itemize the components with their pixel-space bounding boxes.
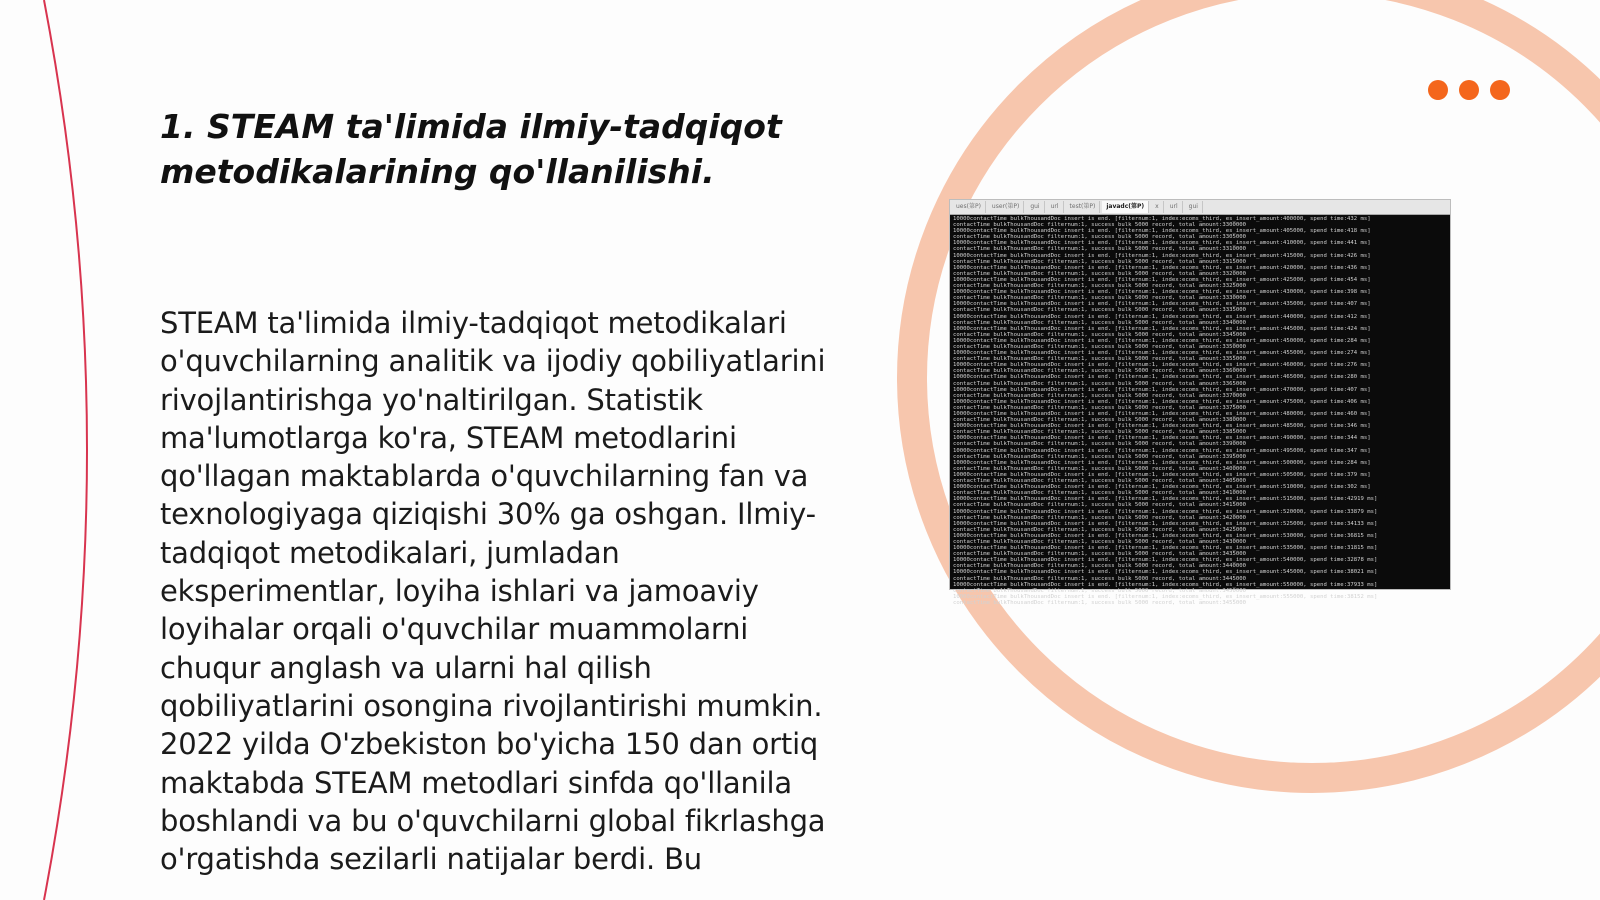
dot — [1428, 80, 1448, 100]
terminal-line: contactTime bulkThousandDoc filternum:1, success bulk 5000 record, total amount:3390000 — [953, 441, 1246, 448]
terminal-tab: gui — [1026, 201, 1044, 213]
terminal-line: contactTime bulkThousandDoc filternum:1, success bulk 5000 record, total amount:3315000 — [953, 258, 1246, 265]
terminal-line: contactTime bulkThousandDoc filternum:1, success bulk 5000 record, total amount:3420000 — [953, 514, 1246, 521]
terminal-line: 10000contactTime bulkThousandDoc insert is end. [filternum:1, index:ecoms_third, es_insert_amount:410000, spend time:441 ms] — [953, 240, 1371, 247]
terminal-tab: url — [1047, 201, 1064, 213]
terminal-line: contactTime bulkThousandDoc filternum:1, success bulk 5000 record, total amount:3345000 — [953, 331, 1246, 338]
terminal-line: 10000contactTime bulkThousandDoc insert is end. [filternum:1, index:ecoms_third, es_insert_amount:515000, spend time:42919 ms] — [953, 496, 1378, 503]
terminal-line: contactTime bulkThousandDoc filternum:1, success bulk 5000 record, total amount:3395000 — [953, 453, 1246, 460]
terminal-line: 10000contactTime bulkThousandDoc insert is end. [filternum:1, index:ecoms_third, es_insert_amount:480000, spend time:460 ms] — [953, 411, 1371, 417]
terminal-line: 10000contactTime bulkThousandDoc insert is end. [filternum:1, index:ecoms_third, es_insert_amount:545000, spend time:38021 ms] — [953, 569, 1378, 576]
terminal-line: 10000contactTime bulkThousandDoc insert is end. [filternum:1, index:ecoms_third, es_insert_amount:490000, spend time:344 ms] — [953, 435, 1371, 442]
terminal-line: 10000contactTime bulkThousandDoc insert is end. [filternum:1, index:ecoms_third, es_insert_amount:535000, spend time:31815 ms] — [953, 545, 1378, 552]
terminal-line: contactTime bulkThousandDoc filternum:1, success bulk 5000 record, total amount:3405000 — [953, 478, 1246, 485]
terminal-line: contactTime bulkThousandDoc filternum:1, success bulk 5000 record, total amount:3450000 — [953, 587, 1246, 594]
terminal-line: contactTime bulkThousandDoc filternum:1, success bulk 5000 record, total amount:3335000 — [953, 307, 1246, 314]
terminal-line: 10000contactTime bulkThousandDoc insert is end. [filternum:1, index:ecoms_third, es_insert_amount:475000, spend time:406 ms] — [953, 398, 1371, 405]
terminal-tab: gui — [1185, 201, 1203, 213]
terminal-line: contactTime bulkThousandDoc filternum:1, success bulk 5000 record, total amount:3310000 — [953, 246, 1246, 253]
slide-title: 1. STEAM ta'limida ilmiy-tadqiqot metodikalarining qo'llanilishi. — [160, 107, 782, 191]
terminal-line: 10000contactTime bulkThousandDoc insert is end. [filternum:1, index:ecoms_third, es_insert_amount:405000, spend time:418 ms] — [953, 228, 1371, 235]
terminal-line: 10000contactTime bulkThousandDoc insert is end. [filternum:1, index:ecoms_third, es_insert_amount:420000, spend time:436 ms] — [953, 264, 1371, 271]
terminal-line: contactTime bulkThousandDoc filternum:1, success bulk 5000 record, total amount:3385000 — [953, 429, 1246, 436]
terminal-line: 10000contactTime bulkThousandDoc insert is end. [filternum:1, index:ecoms_third, es_insert_amount:525000, spend time:34133 ms] — [953, 520, 1378, 527]
terminal-line: 10000contactTime bulkThousandDoc insert is end. [filternum:1, index:ecoms_third, es_insert_amount:510000, spend time:302 ms] — [953, 484, 1371, 491]
terminal-line: contactTime bulkThousandDoc filternum:1, success bulk 5000 record, total amount:3355000 — [953, 356, 1246, 363]
terminal-line: 10000contactTime bulkThousandDoc insert is end. [filternum:1, index:ecoms_third, es_insert_amount:460000, spend time:276 ms] — [953, 362, 1371, 369]
terminal-line: 10000contactTime bulkThousandDoc insert is end. [filternum:1, index:ecoms_third, es_insert_amount:520000, spend time:33879 ms] — [953, 508, 1378, 515]
terminal-tab: url — [1166, 201, 1183, 213]
terminal-line: contactTime bulkThousandDoc filternum:1, success bulk 5000 record, total amount:3410000 — [953, 490, 1246, 497]
terminal-line: contactTime bulkThousandDoc filternum:1, success bulk 5000 record, total amount:3400000 — [953, 465, 1246, 472]
terminal-line: 10000contactTime bulkThousandDoc insert is end. [filternum:1, index:ecoms_third, es_insert_amount:455000, spend time:274 ms] — [953, 350, 1371, 357]
terminal-line: contactTime bulkThousandDoc filternum:1, success bulk 5000 record, total amount:3350000 — [953, 343, 1246, 350]
terminal-line: 10000contactTime bulkThousandDoc insert is end. [filternum:1, index:ecoms_third, es_insert_amount:440000, spend time:412 ms] — [953, 313, 1371, 320]
terminal-tab: ues(第P) — [952, 201, 986, 213]
terminal-line: contactTime bulkThousandDoc filternum:1, success bulk 5000 record, total amount:3445000 — [953, 575, 1246, 582]
terminal-tab: user(第P) — [988, 201, 1024, 213]
terminal-line: contactTime bulkThousandDoc filternum:1, success bulk 5000 record, total amount:3380000 — [953, 417, 1246, 424]
terminal-tab: x — [1151, 201, 1164, 213]
terminal-line: contactTime bulkThousandDoc filternum:1, success bulk 5000 record, total amount:3305000 — [953, 234, 1246, 241]
terminal-tab-bar — [950, 200, 1450, 215]
terminal-line: 10000contactTime bulkThousandDoc insert is end. [filternum:1, index:ecoms_third, es_insert_amount:500000, spend time:284 ms] — [953, 459, 1371, 466]
more-dots-icon — [1428, 80, 1510, 100]
terminal-line: contactTime bulkThousandDoc filternum:1, success bulk 5000 record, total amount:3440000 — [953, 563, 1246, 570]
dot — [1459, 80, 1479, 100]
terminal-line: contactTime bulkThousandDoc filternum:1, success bulk 5000 record, total amount:3340000 — [953, 319, 1246, 326]
decorative-left-curve — [44, 0, 87, 900]
terminal-line: 10000contactTime bulkThousandDoc insert is end. [filternum:1, index:ecoms_third, es_insert_amount:485000, spend time:346 ms] — [953, 423, 1371, 430]
terminal-line: contactTime bulkThousandDoc filternum:1, success bulk 5000 record, total amount:3370000 — [953, 392, 1246, 399]
terminal-line: 10000contactTime bulkThousandDoc insert is end. [filternum:1, index:ecoms_third, es_insert_amount:435000, spend time:407 ms] — [953, 301, 1371, 308]
terminal-line: 10000contactTime bulkThousandDoc insert is end. [filternum:1, index:ecoms_third, es_insert_amount:505000, spend time:379 ms] — [953, 471, 1371, 478]
terminal-output — [950, 215, 1450, 607]
dot — [1490, 80, 1510, 100]
terminal-line: contactTime bulkThousandDoc filternum:1, success bulk 5000 record, total amount:3330000 — [953, 295, 1246, 302]
terminal-line: contactTime bulkThousandDoc filternum:1, success bulk 5000 record, total amount:3415000 — [953, 502, 1246, 509]
terminal-line: contactTime bulkThousandDoc filternum:1, success bulk 5000 record, total amount:3435000 — [953, 551, 1246, 558]
terminal-line: 10000contactTime bulkThousandDoc insert is end. [filternum:1, index:ecoms_third, es_insert_amount:530000, spend time:36815 ms] — [953, 532, 1378, 539]
slide-body-text: STEAM ta'limida ilmiy-tadqiqot metodikalari o'quvchilarning analitik va ijodiy qobiliyatlarini rivojlantirishga yo'naltirilgan. Statistik ma'lumotlarga ko'ra, STEAM metodlarini qo'llagan maktablarda o'quvchilarning fan va texnologiyaga qiziqishi 30% ga oshgan. Ilmiy-tadqiqot metodikalari, jumladan eksperimentlar, loyiha ishlari va jamoaviy loyihalar orqali o'quvchilar muammolarni chuqur anglash va ularni hal qilish qobiliyatlarini osongina rivojlantirishi mumkin. 2022 yilda O'zbekiston bo'yicha 150 dan ortiq maktabda STEAM metodlari sinfda qo'llanila boshlandi va bu o'quvchilarni global fikrlashga o'rgatishda sezilarli natijalar berdi. Bu — [160, 306, 826, 877]
terminal-line: 10000contactTime bulkThousandDoc insert is end. [filternum:1, index:ecoms_third, es_insert_amount:470000, spend time:407 ms] — [953, 386, 1371, 393]
terminal-line: 10000contactTime bulkThousandDoc insert is end. [filternum:1, index:ecoms_third, es_insert_amount:555000, spend time:38152 ms] — [953, 593, 1378, 600]
terminal-line: contactTime bulkThousandDoc filternum:1, success bulk 5000 record, total amount:3360000 — [953, 368, 1246, 375]
terminal-line: 10000contactTime bulkThousandDoc insert is end. [filternum:1, index:ecoms_third, es_insert_amount:450000, spend time:284 ms] — [953, 337, 1371, 344]
terminal-line: contactTime bulkThousandDoc filternum:1, success bulk 5000 record, total amount:3300000 — [953, 222, 1246, 229]
terminal-line: 10000contactTime bulkThousandDoc insert is end. [filternum:1, index:ecoms_third, es_insert_amount:400000, spend time:432 ms] — [953, 216, 1371, 222]
terminal-line: 10000contactTime bulkThousandDoc insert is end. [filternum:1, index:ecoms_third, es_insert_amount:430000, spend time:398 ms] — [953, 289, 1371, 296]
terminal-line: contactTime bulkThousandDoc filternum:1, success bulk 5000 record, total amount:3320000 — [953, 270, 1246, 277]
terminal-line: 10000contactTime bulkThousandDoc insert is end. [filternum:1, index:ecoms_third, es_insert_amount:425000, spend time:454 ms] — [953, 276, 1371, 283]
terminal-line: 10000contactTime bulkThousandDoc insert is end. [filternum:1, index:ecoms_third, es_insert_amount:415000, spend time:426 ms] — [953, 252, 1371, 259]
terminal-line: 10000contactTime bulkThousandDoc insert is end. [filternum:1, index:ecoms_third, es_insert_amount:550000, spend time:37933 ms] — [953, 581, 1378, 588]
terminal-tab: test(第P) — [1066, 201, 1101, 213]
terminal-line: contactTime bulkThousandDoc filternum:1, success bulk 5000 record, total amount:3455000 — [953, 599, 1246, 606]
terminal-line: contactTime bulkThousandDoc filternum:1, success bulk 5000 record, total amount:3325000 — [953, 283, 1246, 290]
terminal-line: 10000contactTime bulkThousandDoc insert is end. [filternum:1, index:ecoms_third, es_insert_amount:540000, spend time:32878 ms] — [953, 557, 1378, 564]
terminal-line: 10000contactTime bulkThousandDoc insert is end. [filternum:1, index:ecoms_third, es_insert_amount:445000, spend time:424 ms] — [953, 325, 1371, 332]
terminal-screenshot — [950, 200, 1450, 606]
terminal-tab: javadc(第P) — [1102, 201, 1149, 213]
terminal-line: contactTime bulkThousandDoc filternum:1, success bulk 5000 record, total amount:3375000 — [953, 404, 1246, 411]
terminal-line: contactTime bulkThousandDoc filternum:1, success bulk 5000 record, total amount:3425000 — [953, 526, 1246, 533]
terminal-line: contactTime bulkThousandDoc filternum:1, success bulk 5000 record, total amount:3365000 — [953, 380, 1246, 387]
terminal-line: contactTime bulkThousandDoc filternum:1, success bulk 5000 record, total amount:3430000 — [953, 538, 1246, 545]
terminal-line: 10000contactTime bulkThousandDoc insert is end. [filternum:1, index:ecoms_third, es_insert_amount:495000, spend time:347 ms] — [953, 447, 1371, 454]
terminal-line: 10000contactTime bulkThousandDoc insert is end. [filternum:1, index:ecoms_third, es_insert_amount:465000, spend time:280 ms] — [953, 374, 1371, 381]
